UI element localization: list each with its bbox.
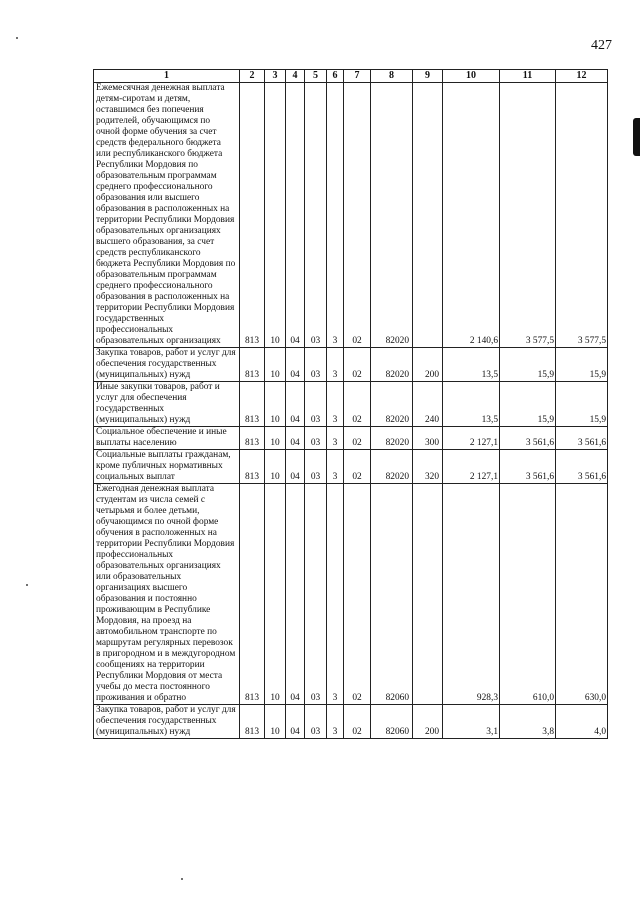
cell-c10: 13,5 [443, 382, 500, 427]
scan-speck [16, 37, 18, 39]
row-name: Социальные выплаты гражданам, кроме публичных нормативных социальных выплат [94, 450, 240, 484]
table-row [94, 83, 608, 348]
cell-c4: 04 [286, 705, 305, 739]
cell-c4: 04 [286, 348, 305, 382]
column-header: 5 [305, 70, 327, 83]
cell-c11: 15,9 [500, 382, 556, 427]
scan-speck [26, 584, 28, 586]
cell-c9: 240 [413, 382, 443, 427]
cell-c12: 630,0 [556, 484, 608, 705]
cell-c6: 3 [327, 382, 344, 427]
cell-c7: 02 [344, 484, 371, 705]
cell-c7: 02 [344, 348, 371, 382]
cell-c8: 82020 [371, 427, 413, 450]
cell-c7: 02 [344, 83, 371, 348]
cell-c5: 03 [305, 450, 327, 484]
cell-c12: 15,9 [556, 382, 608, 427]
row-name: Закупка товаров, работ и услуг для обеспечения государственных (муниципальных) нужд [94, 705, 240, 739]
cell-c7: 02 [344, 705, 371, 739]
cell-c12: 4,0 [556, 705, 608, 739]
cell-c2: 813 [240, 484, 265, 705]
cell-c8: 82020 [371, 83, 413, 348]
row-name: Ежемесячная денежная выплата детям-сиротам и детям, оставшимся без попечения родителей, обучающимся по очной форме обучения за счет средств федерального бюджета или республиканского бюджета Республики Мордовия по образовательным программам среднего профессионального образования или высшего образования в расположенных на территории Республики Мордовия образовательных организациях высшего образования, за счет средств республиканского бюджета Республики Мордовия по образовательным программам среднего профессионального образования в расположенных на территории Республики Мордовия государственных профессиональных образовательных организациях [94, 83, 240, 348]
cell-c12: 3 577,5 [556, 83, 608, 348]
cell-c2: 813 [240, 450, 265, 484]
column-header: 10 [443, 70, 500, 83]
cell-c7: 02 [344, 382, 371, 427]
row-name: Ежегодная денежная выплата студентам из числа семей с четырьмя и более детьми, обучающимся по очной форме обучения в расположенных на территории Республики Мордовия профессиональных образовательных организациях или образовательных организациях высшего образования и постоянно проживающим в Республике Мордовия, на проезд на автомобильном транспорте по маршрутам регулярных перевозок в пригородном и в междугородном сообщениях на территории Республики Мордовия от места учебы до места постоянного проживания и обратно [94, 484, 240, 705]
cell-c9 [413, 83, 443, 348]
cell-c4: 04 [286, 484, 305, 705]
cell-c6: 3 [327, 450, 344, 484]
cell-c9 [413, 484, 443, 705]
cell-c11: 3 561,6 [500, 450, 556, 484]
cell-c11: 3,8 [500, 705, 556, 739]
cell-c9: 200 [413, 348, 443, 382]
cell-c2: 813 [240, 427, 265, 450]
column-header: 4 [286, 70, 305, 83]
cell-c4: 04 [286, 427, 305, 450]
cell-c10: 2 127,1 [443, 427, 500, 450]
page-number: 427 [591, 38, 612, 53]
column-header: 9 [413, 70, 443, 83]
table-body [94, 83, 608, 739]
cell-c2: 813 [240, 705, 265, 739]
cell-c3: 10 [265, 348, 286, 382]
row-name: Социальное обеспечение и иные выплаты населению [94, 427, 240, 450]
column-header: 6 [327, 70, 344, 83]
budget-table [93, 69, 608, 739]
column-header: 8 [371, 70, 413, 83]
cell-c7: 02 [344, 450, 371, 484]
cell-c2: 813 [240, 382, 265, 427]
cell-c3: 10 [265, 83, 286, 348]
column-header: 11 [500, 70, 556, 83]
cell-c11: 3 561,6 [500, 427, 556, 450]
cell-c12: 3 561,6 [556, 450, 608, 484]
cell-c7: 02 [344, 427, 371, 450]
cell-c3: 10 [265, 484, 286, 705]
cell-c6: 3 [327, 348, 344, 382]
cell-c5: 03 [305, 348, 327, 382]
cell-c9: 200 [413, 705, 443, 739]
cell-c4: 04 [286, 450, 305, 484]
row-name: Закупка товаров, работ и услуг для обеспечения государственных (муниципальных) нужд [94, 348, 240, 382]
cell-c3: 10 [265, 705, 286, 739]
cell-c12: 15,9 [556, 348, 608, 382]
cell-c8: 82060 [371, 705, 413, 739]
cell-c4: 04 [286, 382, 305, 427]
cell-c5: 03 [305, 427, 327, 450]
cell-c8: 82020 [371, 348, 413, 382]
column-header: 1 [94, 70, 240, 83]
table-row [94, 450, 608, 484]
cell-c11: 610,0 [500, 484, 556, 705]
cell-c8: 82060 [371, 484, 413, 705]
cell-c3: 10 [265, 450, 286, 484]
cell-c9: 320 [413, 450, 443, 484]
cell-c10: 2 140,6 [443, 83, 500, 348]
cell-c2: 813 [240, 348, 265, 382]
column-header: 7 [344, 70, 371, 83]
scan-speck [181, 878, 183, 880]
row-name: Иные закупки товаров, работ и услуг для обеспечения государственных (муниципальных) нужд [94, 382, 240, 427]
cell-c10: 3,1 [443, 705, 500, 739]
table-row [94, 484, 608, 705]
column-header: 12 [556, 70, 608, 83]
cell-c10: 928,3 [443, 484, 500, 705]
cell-c5: 03 [305, 382, 327, 427]
column-header: 3 [265, 70, 286, 83]
cell-c4: 04 [286, 83, 305, 348]
cell-c6: 3 [327, 484, 344, 705]
header-row [94, 70, 608, 83]
table-row [94, 382, 608, 427]
table-row [94, 427, 608, 450]
cell-c8: 82020 [371, 382, 413, 427]
cell-c11: 15,9 [500, 348, 556, 382]
cell-c2: 813 [240, 83, 265, 348]
cell-c9: 300 [413, 427, 443, 450]
cell-c3: 10 [265, 427, 286, 450]
column-header: 2 [240, 70, 265, 83]
cell-c11: 3 577,5 [500, 83, 556, 348]
cell-c6: 3 [327, 705, 344, 739]
cell-c3: 10 [265, 382, 286, 427]
cell-c5: 03 [305, 705, 327, 739]
table-row [94, 705, 608, 739]
table-row [94, 348, 608, 382]
binding-mark [633, 118, 640, 156]
cell-c8: 82020 [371, 450, 413, 484]
cell-c12: 3 561,6 [556, 427, 608, 450]
cell-c10: 13,5 [443, 348, 500, 382]
cell-c6: 3 [327, 427, 344, 450]
cell-c5: 03 [305, 83, 327, 348]
cell-c5: 03 [305, 484, 327, 705]
cell-c10: 2 127,1 [443, 450, 500, 484]
cell-c6: 3 [327, 83, 344, 348]
